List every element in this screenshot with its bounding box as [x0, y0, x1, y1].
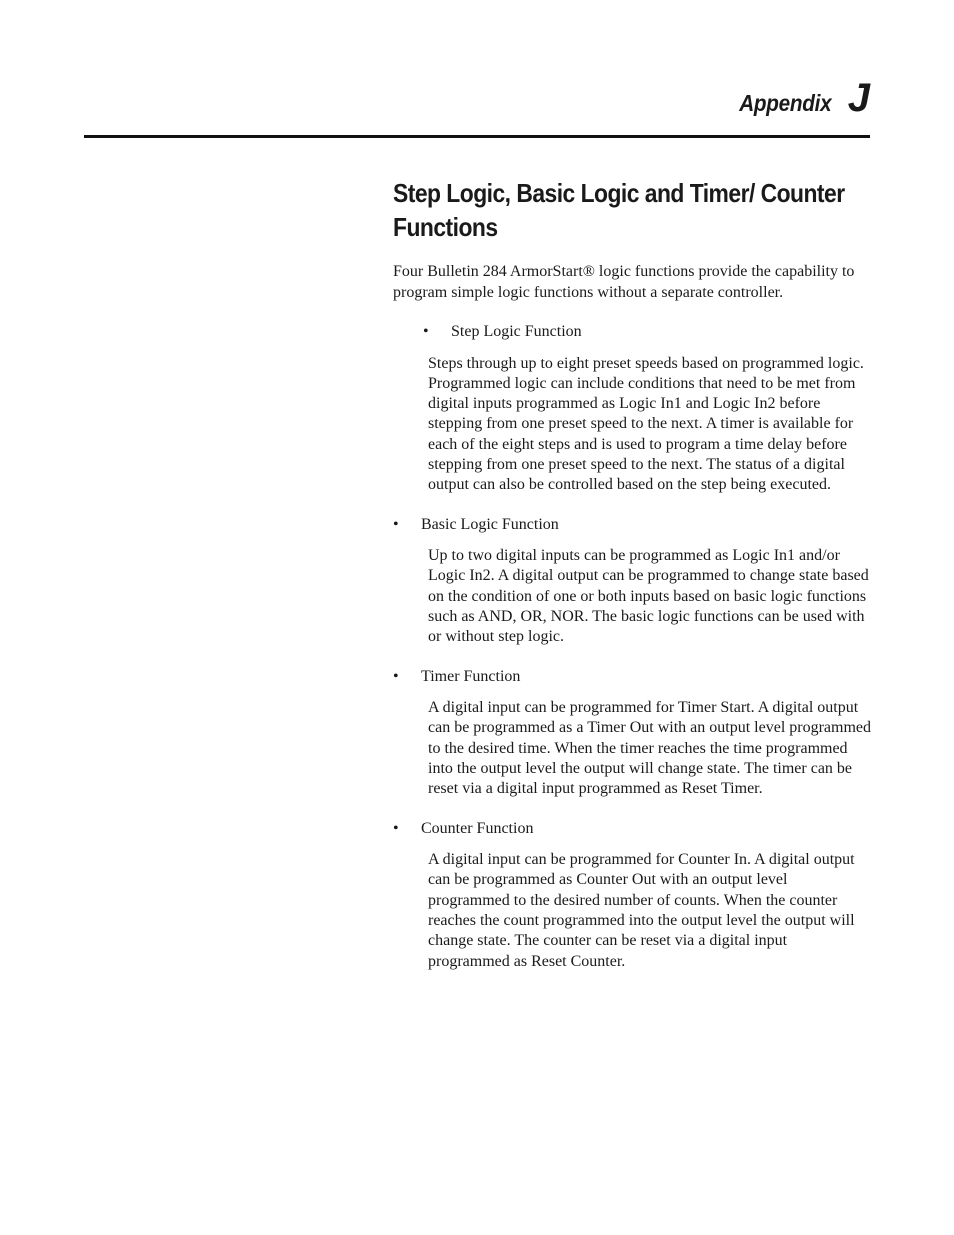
bullet-item-step-logic: [393, 322, 871, 343]
page-title: Step Logic, Basic Logic and Timer/ Counter Functions: [393, 178, 845, 242]
bullet-description: Up to two digital inputs can be programmed as Logic In1 and/or Logic In2. A digital output can be programmed to change state based on the condition of one or both inputs based on basic logic functions such as AND, OR, NOR. The basic logic functions can be used with or without step logic.: [428, 547, 869, 646]
page-content: [393, 176, 871, 972]
appendix-label: Appendix: [739, 90, 832, 116]
bullet-description: A digital input can be programmed for Timer Start. A digital output can be programmed as a Timer Out with an output level programmed to the desired time. When the timer reaches the time programmed into the output level the output will change state. The timer can be reset via a digital input programmed as Reset Timer.: [428, 699, 872, 798]
bullet-item-basic-logic: [393, 515, 871, 536]
bullet-item-counter: [393, 819, 871, 840]
bullet-label: Counter Function: [421, 819, 534, 837]
bullet-symbol: •: [393, 515, 399, 533]
bullet-description: A digital input can be programmed for Counter In. A digital output can be programmed as Counter Out with an output level programmed to the desired number of counts. When the counter reaches the count programmed into the output level the output will change state. The counter can be reset via a digital input programmed as Reset Counter.: [428, 851, 855, 970]
appendix-header: [729, 76, 870, 121]
bullet-symbol: •: [423, 323, 429, 340]
bullet-label: Step Logic Function: [451, 323, 582, 340]
intro-paragraph: Four Bulletin 284 ArmorStart® logic functions provide the capability to program simple logic functions without a separate controller.: [393, 263, 855, 301]
header-rule: [84, 135, 870, 138]
bullet-symbol: •: [393, 819, 399, 837]
bullet-label: Timer Function: [421, 667, 521, 685]
bullet-item-timer: [393, 667, 871, 688]
appendix-letter: J: [847, 76, 870, 120]
bullet-symbol: •: [393, 667, 399, 685]
bullet-label: Basic Logic Function: [421, 515, 559, 533]
bullet-description: Steps through up to eight preset speeds based on programmed logic. Programmed logic can include conditions that need to be met from digital inputs programmed as Logic In1 and Logic In2 before stepping from one preset speed to the next. A timer is available for each of the eight steps and is used to program a time delay before stepping from one preset speed to the next. The status of a digital output can also be controlled based on the step being executed.: [428, 354, 864, 494]
